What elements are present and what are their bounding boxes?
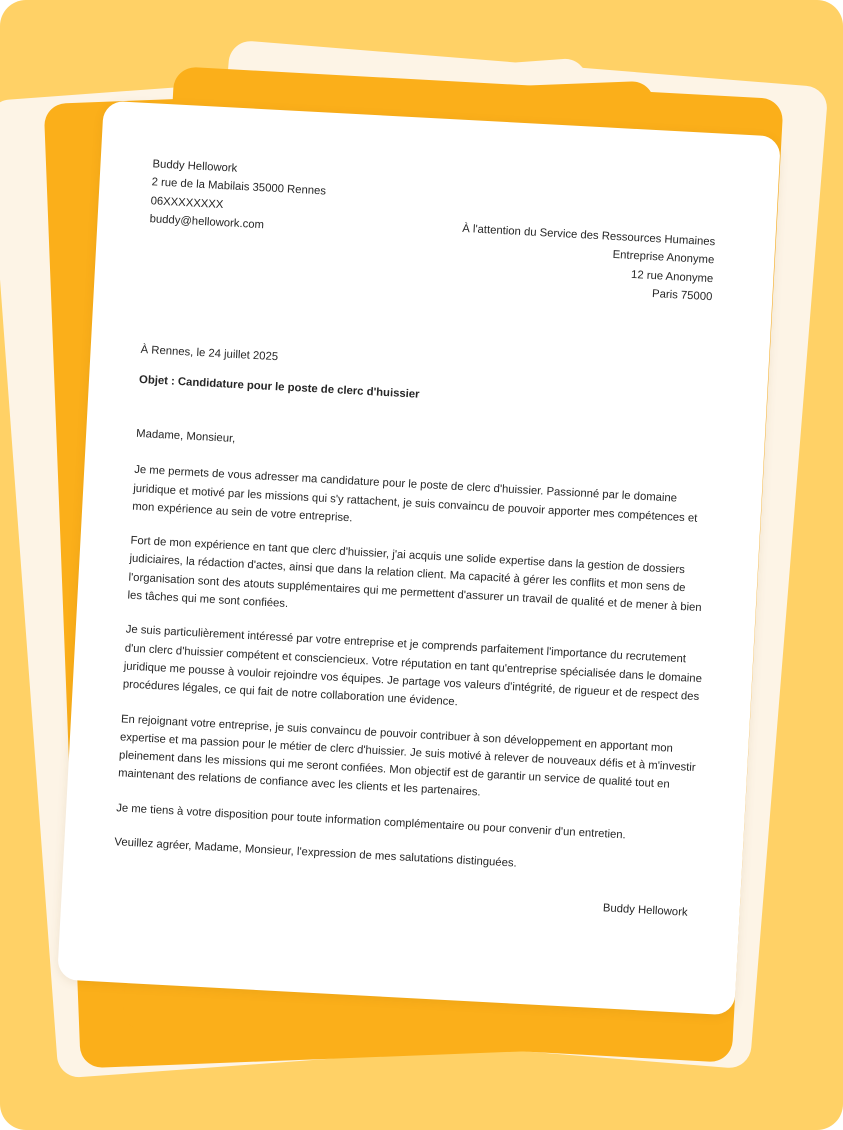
- body-paragraph-3: Je suis particulièrement intéressé par votre entreprise et je comprends parfaitement l'importance du recrutement d'un clerc d'huissier compétent et consciencieux. Votre réputation en tant qu'entreprise spécialisée dans le domaine juridique me pousse à vouloir rejoindre vos équipes. Je partage vos valeurs d'intégrité, de rigueur et de respect des procédures légales, ce qui fait de notre collaboration une évidence.: [122, 623, 703, 709]
- sender-phone: 06XXXXXXXX: [150, 194, 224, 211]
- body-paragraph-4: En rejoignant votre entreprise, je suis convaincu de pouvoir contribuer à son développement en apportant mon expertise et ma passion pour le métier de clerc d'huissier. Je suis motivé à relever de nouveaux défis et à m'investir pleinement dans les missions qui me seront confiées. Mon objectif est de garantir un service de qualité tout en maintenant des relations de confiance avec les clients et les partenaires.: [117, 712, 696, 800]
- body-paragraph-2: Fort de mon expérience en tant que clerc d'huissier, j'ai acquis une solide expertise dans la gestion de dossiers judiciaires, la rédaction d'actes, ainsi que dans la relation client. Ma capacité à gérer les conflits et mon sens de l'organisation sont des atouts supplémentaires qui me permettent d'assurer un travail de qualité et de mener à bien les tâches qui me sont confiées.: [127, 534, 702, 614]
- recipient-company: Entreprise Anonyme: [612, 249, 715, 267]
- sender-name: Buddy Hellowork: [152, 158, 238, 175]
- sender-email: buddy@hellowork.com: [149, 213, 265, 232]
- availability-paragraph: Je me tiens à votre disposition pour toute information complémentaire ou pour convenir d'un entretien.: [115, 802, 627, 842]
- subject-line: Objet : Candidature pour le poste de clerc d'huissier: [138, 373, 420, 401]
- salutation: Madame, Monsieur,: [135, 427, 236, 446]
- letter-content: [57, 101, 781, 1016]
- closing-salutation: Veuillez agréer, Madame, Monsieur, l'expression de mes salutations distinguées.: [114, 836, 517, 870]
- recipient-city: Paris 75000: [651, 287, 713, 304]
- recipient-address-block: [332, 213, 715, 306]
- letter-body-text: [112, 425, 716, 923]
- recipient-attention: À l'attention du Service des Ressources Humaines: [461, 222, 716, 249]
- body-paragraph-1: Je me permets de vous adresser ma candidature pour le poste de clerc d'huissier. Passionné par le domaine juridique et motivé par les missions qui s'y rattachent, je suis convaincu de pouvoir apporter mes compétences et mon expérience au sein de votre entreprise.: [132, 464, 698, 525]
- sender-address: 2 rue de la Mabilais 35000 Rennes: [151, 176, 327, 198]
- signature: Buddy Hellowork: [602, 902, 688, 920]
- cover-letter-document[interactable]: [57, 101, 781, 1016]
- recipient-street: 12 rue Anonyme: [630, 268, 714, 285]
- date-line: À Rennes, le 24 juillet 2025: [140, 343, 279, 364]
